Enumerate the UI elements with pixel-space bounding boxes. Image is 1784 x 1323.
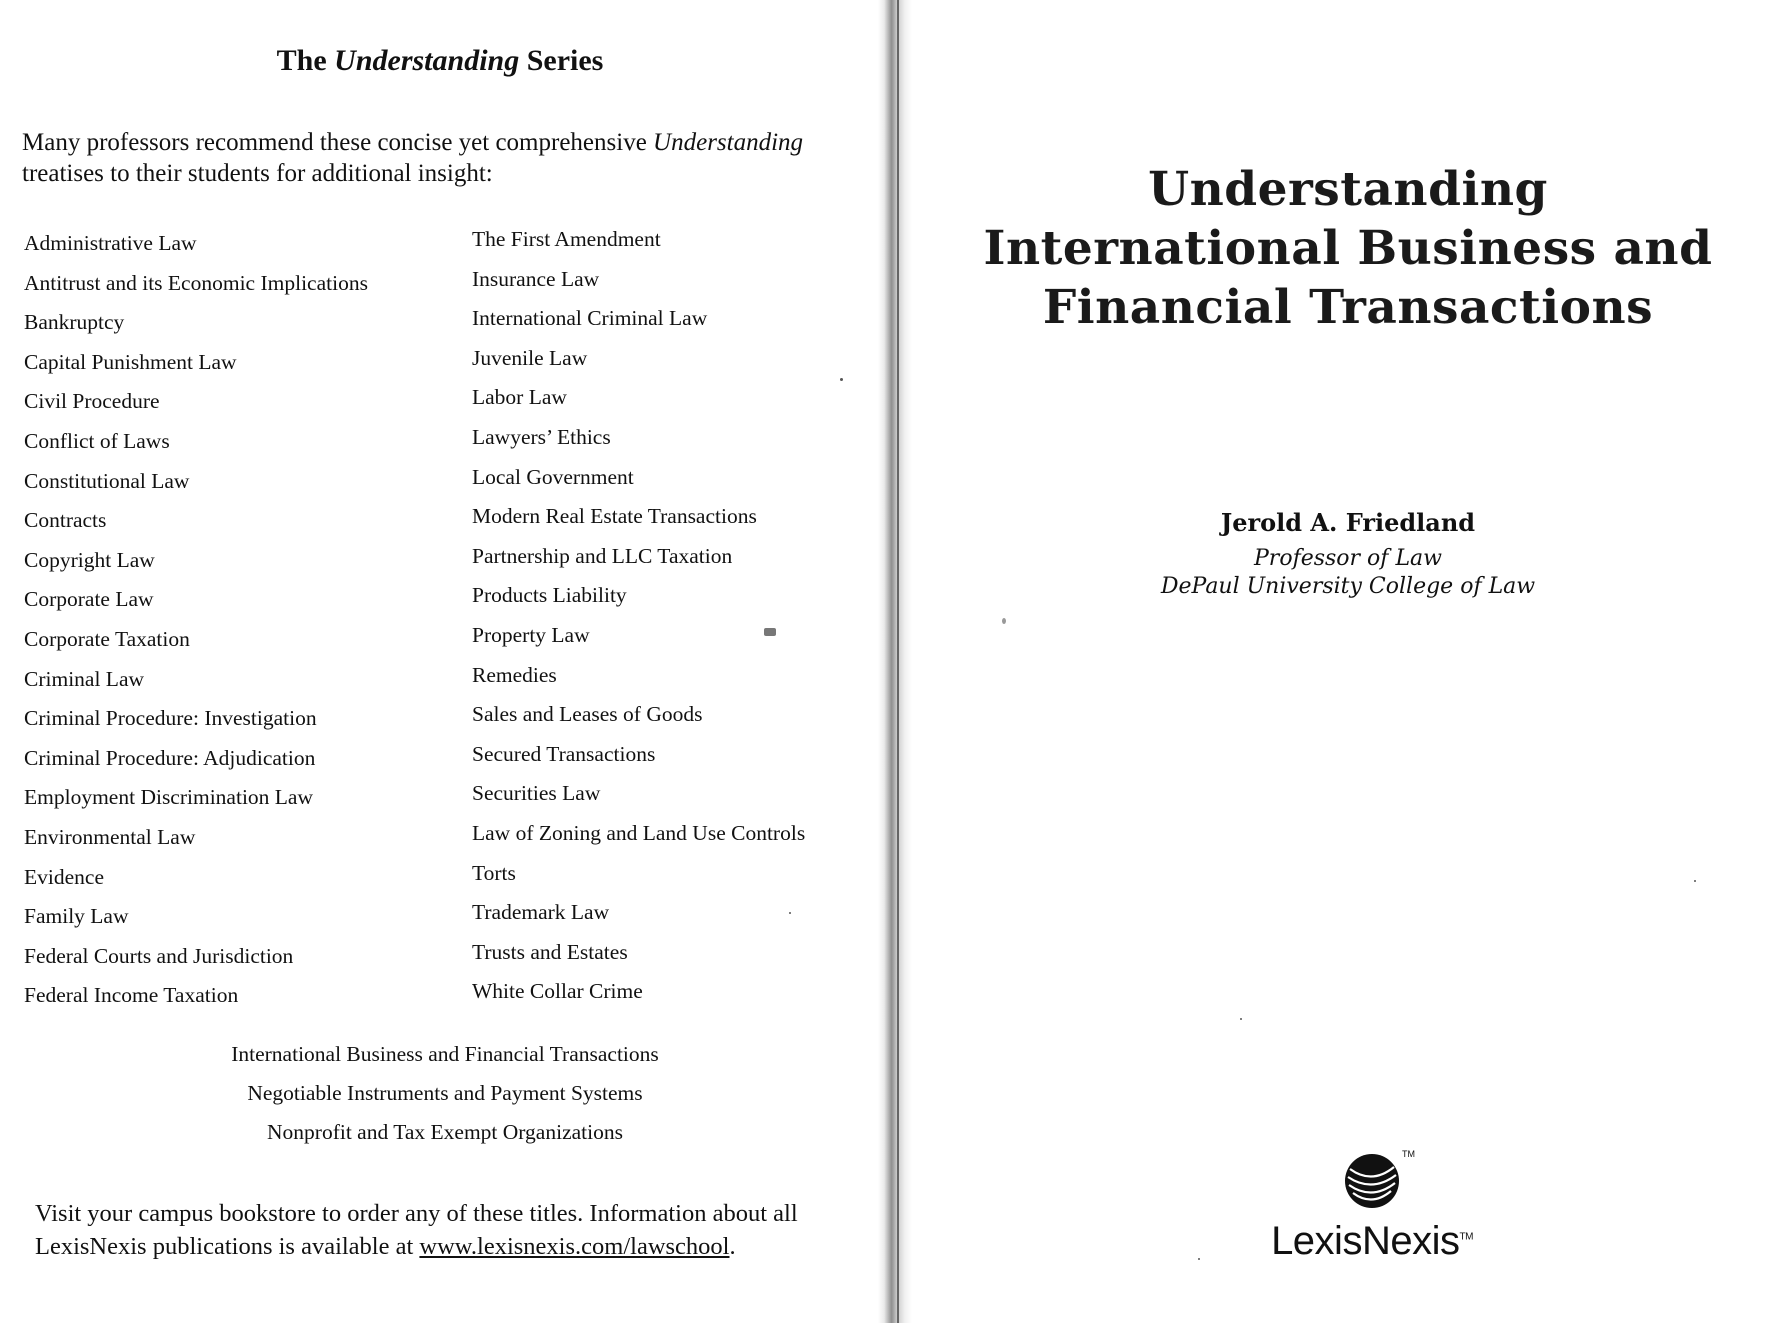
series-title-item: Sales and Leases of Goods	[472, 702, 703, 727]
series-title-item: Administrative Law	[24, 231, 197, 255]
title-list-column-1	[24, 224, 368, 1016]
series-title-item: Negotiable Instruments and Payment Systems	[247, 1081, 643, 1105]
series-title-item: Family Law	[24, 904, 129, 929]
series-title-item: International Criminal Law	[472, 306, 708, 331]
series-title-item: Securities Law	[472, 781, 601, 806]
series-title: The Understanding Series	[276, 44, 604, 77]
author-block	[912, 508, 1784, 601]
author-affiliation: DePaul University College of Law	[1160, 574, 1536, 599]
series-title-item: Conflict of Laws	[24, 428, 170, 453]
series-title-item: Insurance Law	[472, 266, 600, 291]
series-title-item: Corporate Taxation	[24, 626, 190, 651]
ordering-note: Visit your campus bookstore to order any of these titles. Information about all LexisNexis publications is available at www.lexisnexis.com/lawschool.	[35, 1200, 798, 1260]
series-title-item: Copyright Law	[24, 547, 155, 572]
series-title-item: White Collar Crime	[472, 979, 643, 1004]
series-title-item: Trusts and Estates	[472, 939, 628, 964]
series-title-item: Contracts	[24, 508, 107, 533]
series-title-item: International Business and Financial Transactions	[231, 1042, 659, 1066]
series-title-item: Civil Procedure	[24, 389, 160, 414]
series-title-item: Local Government	[472, 464, 634, 489]
author-name: Jerold A. Friedland	[1220, 508, 1476, 537]
series-title-item: Secured Transactions	[472, 741, 656, 766]
paper-speck	[1002, 618, 1006, 624]
logo-trademark: TM	[1402, 1149, 1415, 1159]
series-title-item: Nonprofit and Tax Exempt Organizations	[267, 1120, 623, 1144]
series-title-item: Modern Real Estate Transactions	[472, 504, 757, 529]
series-title-item: Corporate Law	[24, 587, 154, 612]
paper-speck	[764, 628, 776, 636]
series-title-item: Partnership and LLC Taxation	[472, 543, 733, 568]
series-title-item: Property Law	[472, 622, 590, 647]
series-title-item: Capital Punishment Law	[24, 349, 237, 374]
publisher-trademark: TM	[1459, 1231, 1473, 1243]
paper-speck	[1240, 1018, 1242, 1020]
series-title-item: Bankruptcy	[24, 310, 125, 335]
paper-speck	[789, 912, 791, 914]
author-title: Professor of Law	[1254, 546, 1442, 571]
series-title-item: Environmental Law	[24, 824, 196, 849]
series-title-item: Employment Discrimination Law	[24, 785, 314, 810]
paper-speck	[840, 378, 843, 381]
paper-speck	[1694, 880, 1696, 882]
series-title-item: Federal Income Taxation	[24, 983, 239, 1008]
publisher-name: LexisNexis™	[1271, 1219, 1473, 1263]
series-title-item: Law of Zoning and Land Use Controls	[472, 820, 806, 845]
series-title-item: Products Liability	[472, 583, 627, 608]
book-title	[912, 160, 1784, 337]
series-title-item: Lawyers’ Ethics	[472, 424, 611, 449]
series-title-item: Criminal Procedure: Investigation	[24, 706, 317, 731]
left-page	[0, 0, 880, 1323]
right-page	[912, 0, 1784, 1323]
book-title-line-1: Understanding	[1148, 162, 1548, 217]
book-title-line-3: Financial Transactions	[1042, 280, 1654, 335]
series-title-item: Remedies	[472, 662, 557, 687]
lexisnexis-knot-logo-icon	[1252, 1145, 1492, 1215]
series-title-item: Labor Law	[472, 385, 567, 410]
publisher-logo	[1252, 1145, 1492, 1265]
gutter-fold-line	[897, 0, 899, 1323]
title-list-column-2	[472, 220, 805, 1012]
series-title-item: Evidence	[24, 864, 104, 889]
series-title-item: Antitrust and its Economic Implications	[24, 270, 368, 295]
series-title-item: Juvenile Law	[472, 345, 588, 370]
series-title-item: Federal Courts and Jurisdiction	[24, 943, 294, 968]
paper-speck	[1198, 1258, 1200, 1260]
series-title-item: Trademark Law	[472, 900, 610, 925]
series-intro: Many professors recommend these concise yet comprehensive Understanding treatises to their students for additional insight:	[22, 129, 804, 187]
lawschool-url-link[interactable]: www.lexisnexis.com/lawschool	[419, 1233, 730, 1260]
series-title-item: Criminal Law	[24, 666, 145, 691]
series-title-item: Torts	[472, 860, 516, 885]
title-list-centered	[0, 1035, 890, 1152]
book-title-line-2: International Business and	[983, 221, 1713, 276]
series-title-item: The First Amendment	[472, 227, 661, 251]
series-title-item: Constitutional Law	[24, 468, 190, 493]
series-title-item: Criminal Procedure: Adjudication	[24, 745, 316, 770]
page-gutter	[878, 0, 912, 1323]
